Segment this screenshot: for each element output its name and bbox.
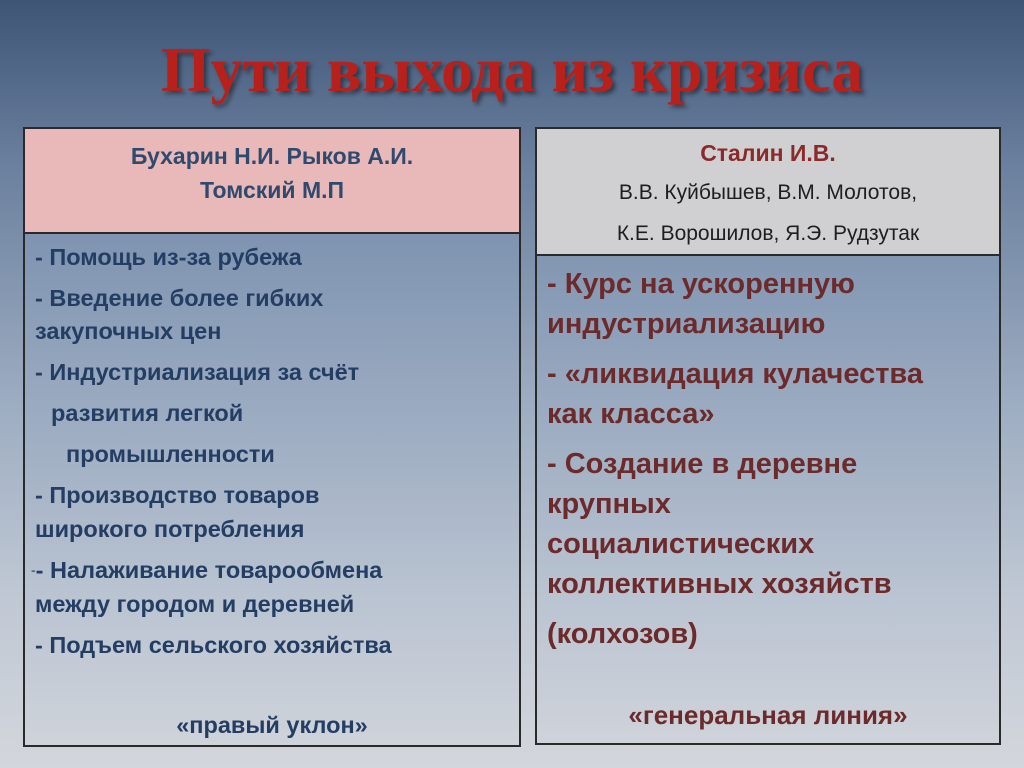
right-item-line: социалистических [547,528,815,560]
left-panel [23,127,521,747]
right-panel-header [537,129,999,256]
right-header-associates-line-1: В.В. Куйбышев, В.М. Молотов, [618,181,918,204]
left-item-line: - Подъем сельского хозяйства [35,632,392,658]
right-panel [535,127,1001,745]
left-item-text: - Налаживание товарообмена [35,557,383,583]
left-item-line: - Индустриализация за счёт [35,359,360,385]
left-item-line-with-marker [31,556,382,584]
right-item-line: - «ликвидация кулачества [547,358,924,390]
left-item-line: широкого потребления [35,516,305,542]
right-item-line: коллективных хозяйств [547,568,892,600]
left-item-line: промышленности [66,441,275,467]
left-panel-header [25,129,519,234]
left-header-line-2: Томский М.П [199,177,345,203]
right-item-line: (колхозов) [547,618,698,650]
left-item-line: развития легкой [51,400,244,426]
small-dash-marker: - [31,562,36,578]
left-item-line: закупочных цен [35,318,222,344]
left-item-line: - Помощь из-за рубежа [35,244,302,270]
right-item-line: крупных [547,488,671,520]
right-item-line: - Курс на ускоренную [547,268,855,300]
right-panel-footer: «генеральная линия» [628,700,908,730]
slide-title: Пути выхода из кризиса [160,34,864,105]
right-item-line: индустриализацию [547,308,826,340]
right-header-leader: Сталин И.В. [700,140,836,166]
left-item-line: - Производство товаров [35,482,320,508]
right-header-associates-line-2: К.Е. Ворошилов, Я.Э. Рудзутак [616,222,920,245]
left-header-line-1: Бухарин Н.И. Рыков А.И. [130,143,414,169]
left-panel-footer: «правый уклон» [176,712,368,738]
left-item-line: между городом и деревней [35,591,355,617]
left-item-line: - Введение более гибких [35,285,324,311]
right-item-line: - Создание в деревне [547,448,858,480]
right-item-line: как класса» [547,398,715,430]
